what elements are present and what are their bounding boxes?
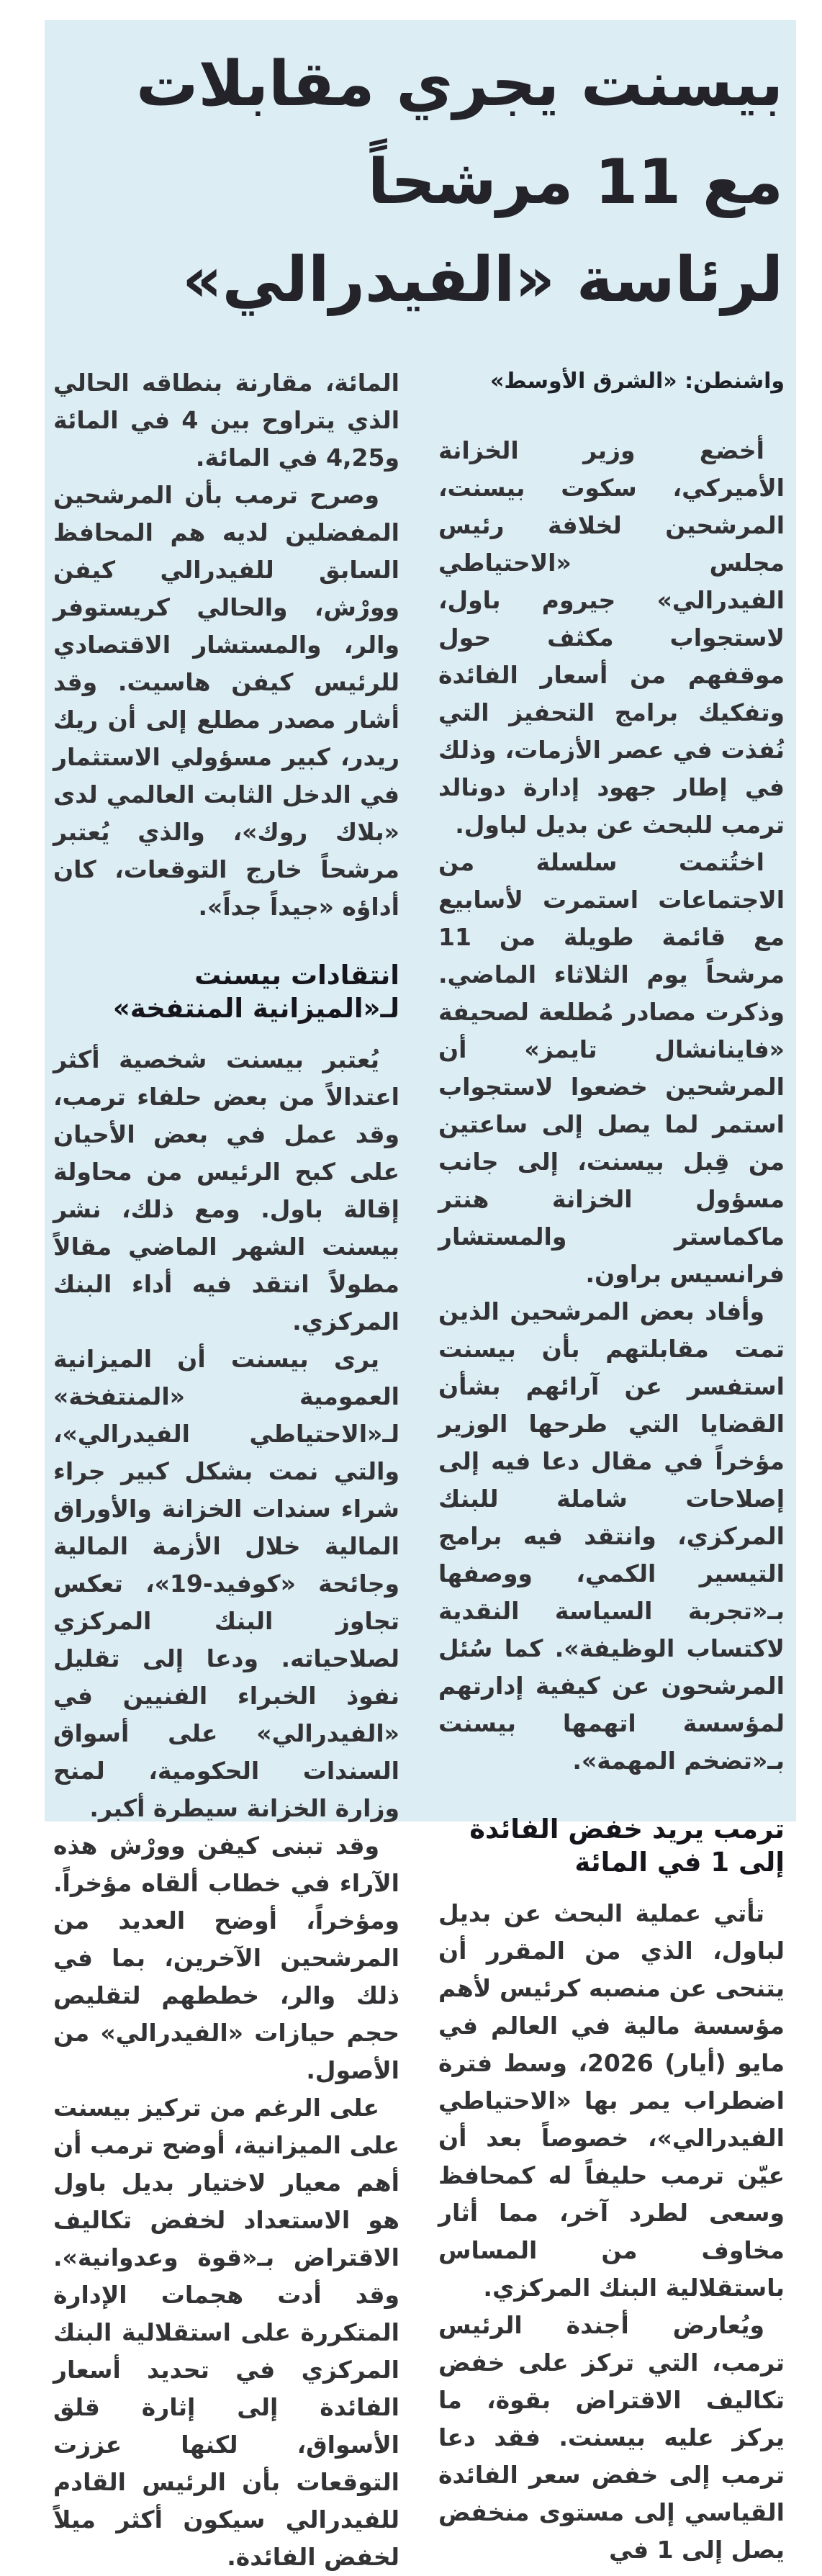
paragraph-questions: وأفاد بعض المرشحين الذين تمت مقابلتهم بأن بيسنت استفسر عن آرائهم بشأن القضايا التي طرحها الوزير مؤخراً في مقال دعا فيه إلى إصلاحات شاملة للبنك المركزي، وانتقد فيه برامج التيسير الكمي، ووصفها بـ«تجربة السياسة النقدية لاكتساب الوظيفة». كما سُئل المرشحون عن كيفية إدارتهم لمؤسسة اتهمها بيسنت بـ«تضخم المهمة». [438, 1297, 785, 1775]
paragraph-trump-agenda: ويُعارض أجندة الرئيس ترمب، التي تركز على خفض تكاليف الاقتراض بقوة، ما يركز عليه بيسنت. فقد دعا ترمب إلى خفض سعر الفائدة القياسي إلى مستوى منخفض يصل إلى 1 في [438, 2310, 785, 2564]
paragraph-bessent-profile: يُعتبر بيسنت شخصية أكثر اعتدالاً من بعض حلفاء ترمب، وقد عمل في بعض الأحيان على كبح الرئيس من محاولة إقالة باول. ومع ذلك، نشر بيسنت الشهر الماضي مقالاً مطولاً انتقد فيه أداء البنك المركزي. [53, 1045, 399, 1336]
article-columns [45, 364, 796, 2576]
paragraph-rate-range: المائة، مقارنة بنطاقه الحالي الذي يتراوح بين 4 في المائة و4,25 في المائة. [53, 368, 400, 472]
article-headline [45, 36, 783, 330]
paragraph-intro: أخضع وزير الخزانة الأميركي، سكوت بيسنت، المرشحين لخلافة رئيس مجلس «الاحتياطي الفيدرالي» جيروم باول، لاستجواب مكثف حول موقفهم من أسعار الفائدة وتفكيك برامج التحفيز التي نُفذت في عصر الأزمات، وذلك في إطار جهود إدارة دونالد ترمب للبحث عن بديل لباول. [438, 436, 785, 839]
article-panel [45, 20, 796, 2571]
paragraph-search-context: تأتي عملية البحث عن بديل لباول، الذي من المقرر أن يتنحى عن منصبه كرئيس لأهم مؤسسة مالية في العالم في مايو (أيار) 2026، وسط فترة اضطراب يمر بها «الاحتياطي الفيدرالي»، خصوصاً بعد أن عيّن ترمب حليفاً له كمحافظ وسعى لطرد آخر، مما أثار مخاوف من المساس باستقلالية البنك المركزي. [438, 1899, 785, 2302]
column-right [438, 364, 785, 2569]
dateline: واشنطن: «الشرق الأوسط» [490, 368, 785, 394]
subheading-bloated-balance: انتقادات بيسنت لـ«الميزانية المنتفخة» [112, 959, 399, 1024]
headline-line-1: بيسنت يجري مقابلات مع 11 مرشحاً [136, 48, 783, 218]
paragraph-meetings: اختُتمت سلسلة من الاجتماعات استمرت لأسابيع مع قائمة طويلة من 11 مرشحاً يوم الثلاثاء الماضي. وذكرت مصادر مُطلعة لصحيفة «فاينانشال تايمز» أن المرشحين خضعوا لاستجواب استمر لما يصل إلى ساعتين من قِبل بيسنت، إلى جانب مسؤول الخزانة هنتر ماكماستر والمستشار فرانسيس براون. [438, 847, 785, 1288]
paragraph-balance-sheet: يرى بيسنت أن الميزانية العمومية «المنتفخة» لـ«الاحتياطي الفيدرالي»، والتي نمت بشكل كبير جراء شراء سندات الخزانة والأوراق المالية خلال الأزمة المالية وجائحة «كوفيد-19»، تعكس تجاوز البنك المركزي لصلاحياته. ودعا إلى تقليل نفوذ الخبراء الفنيين في «الفيدرالي» على أسواق السندات الحكومية، لمنح وزارة الخزانة سيطرة أكبر. [53, 1344, 399, 1822]
column-left [53, 364, 399, 2576]
paragraph-favorites: وصرح ترمب بأن المرشحين المفضلين لديه هم المحافظ السابق للفيدرالي كيفن وورْش، والحالي كريستوفر والر، والمستشار الاقتصادي للرئيس كيفن هاسيت. وقد أشار مصدر مطلع إلى أن ريك ريدر، كبير مسؤولي الاستثمار في الدخل الثابت العالمي لدى «بلاك روك»، والذي يُعتبر مرشحاً خارج التوقعات، كان أداؤه «جيداً جداً». [53, 480, 399, 921]
subheading-rate-cut: ترمب يريد خفض الفائدة إلى 1 في المائة [469, 1813, 785, 1878]
headline-line-2: لرئاسة «الفيدرالي» [182, 243, 783, 316]
paragraph-criteria: على الرغم من تركيز بيسنت على الميزانية، أوضح ترمب أن أهم معيار لاختيار بديل باول هو الاستعداد لخفض تكاليف الاقتراض بـ«قوة وعدوانية». وقد أدت هجمات الإدارة المتكررة على استقلالية البنك المركزي في تحديد أسعار الفائدة إلى إثارة قلق الأسواق، لكنها عززت التوقعات بأن الرئيس القادم للفيدرالي سيكون أكثر ميلاً لخفض الفائدة. [53, 2093, 399, 2571]
paragraph-warsh-views: وقد تبنى كيفن وورْش هذه الآراء في خطاب ألقاه مؤخراً. ومؤخراً، أوضح العديد من المرشحين الآخرين، بما في ذلك والر، خططهم لتقليص حجم حيازات «الفيدرالي» من الأصول. [53, 1831, 399, 2084]
